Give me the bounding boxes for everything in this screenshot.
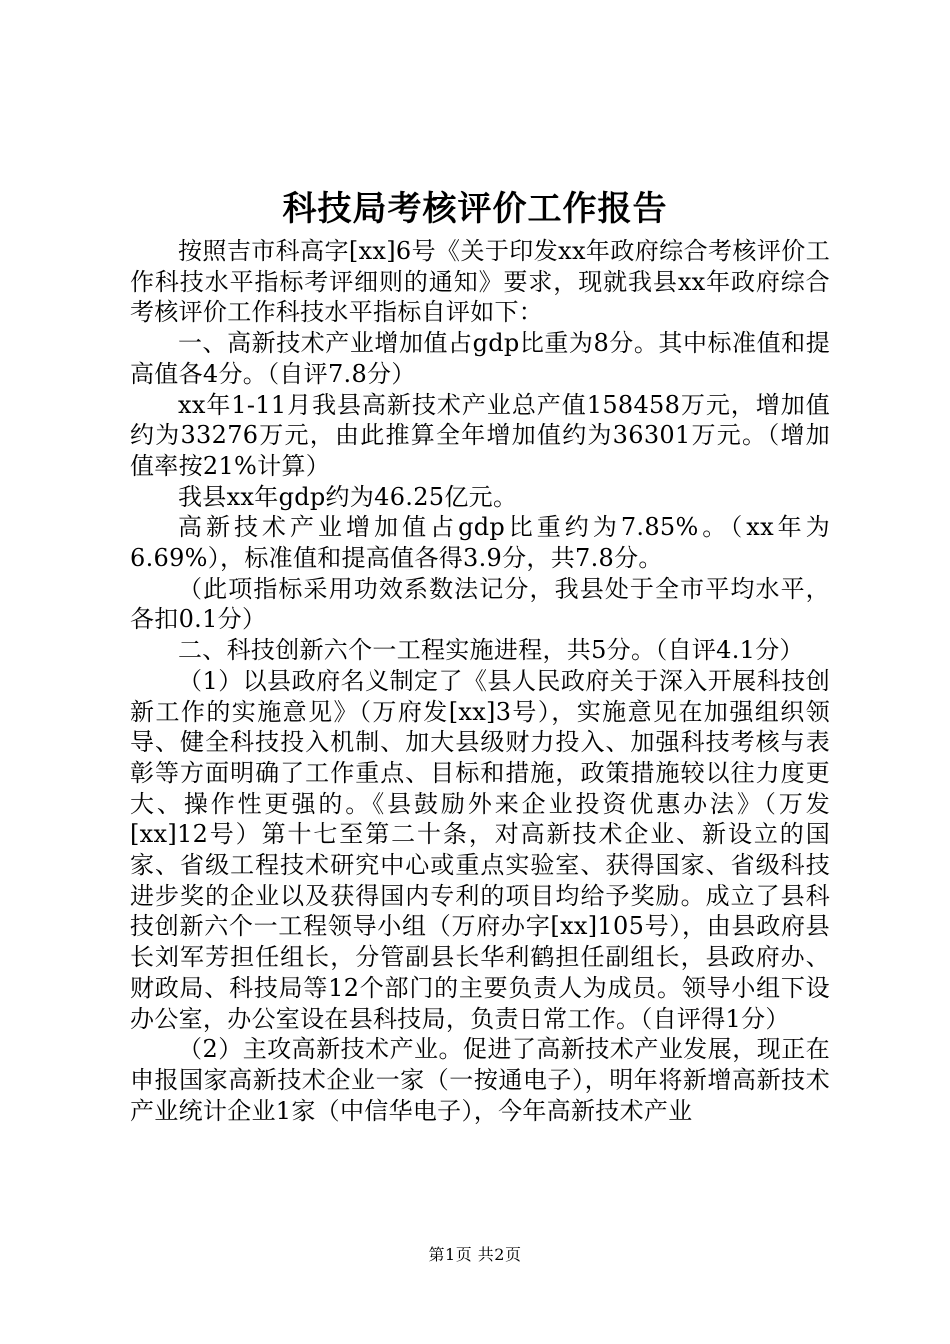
paragraph-item-1: （1）以县政府名义制定了《县人民政府关于深入开展科技创新工作的实施意见》（万府发[xx]3号），实施意见在加强组织领导、健全科技投入机制、加大县级财力投入、加强科技考核与表彰等方面明确了工作重点、目标和措施，政策措施较以往力度更大、操作性更强的。《县鼓励外来企业投资优惠办法》（万发[xx]12号）第十七至第二十条，对高新技术企业、新设立的国家、省级工程技术研究中心或重点实验室、获得国家、省级科技进步奖的企业以及获得国内专利的项目均给予奖励。成立了县科技创新六个一工程领导小组（万府办字[xx]105号），由县政府县长刘军芳担任组长，分管副县长华利鹤担任副组长，县政府办、财政局、科技局等12个部门的主要负责人为成员。领导小组下设办公室，办公室设在县科技局，负责日常工作。（自评得1分） [130, 666, 830, 1033]
paragraph-section-1-heading: 一、高新技术产业增加值占gdp比重为8分。其中标准值和提高值各4分。（自评7.8分） [130, 329, 830, 388]
paragraph-ratio: 高新技术产业增加值占gdp比重约为7.85%。（xx年为6.69%），标准值和提高值各得3.9分，共7.8分。 [130, 513, 830, 573]
paragraph-scoring-note: （此项指标采用功效系数法记分，我县处于全市平均水平，各扣0.1分） [130, 574, 830, 634]
paragraph-gdp: 我县xx年gdp约为46.25亿元。 [178, 482, 518, 511]
paragraph-output-value: xx年1-11月我县高新技术产业总产值158458万元，增加值约为33276万元，由此推算全年增加值约为36301万元。（增加值率按21%计算） [130, 390, 830, 480]
paragraph-section-2-heading: 二、科技创新六个一工程实施进程，共5分。（自评4.1分） [178, 636, 804, 665]
paragraph-intro: 按照吉市科高字[xx]6号《关于印发xx年政府综合考核评价工作科技水平指标考评细则的通知》要求，现就我县xx年政府综合考核评价工作科技水平指标自评如下： [130, 237, 830, 327]
document-title: 科技局考核评价工作报告 [282, 189, 668, 229]
paragraph-item-2: （2）主攻高新技术产业。促进了高新技术产业发展，现正在申报国家高新技术企业一家（一按通电子），明年将新增高新技术产业统计企业1家（中信华电子），今年高新技术产业 [130, 1035, 830, 1125]
page-footer: 第1页 共2页 [428, 1245, 522, 1264]
document-body [130, 236, 830, 1126]
